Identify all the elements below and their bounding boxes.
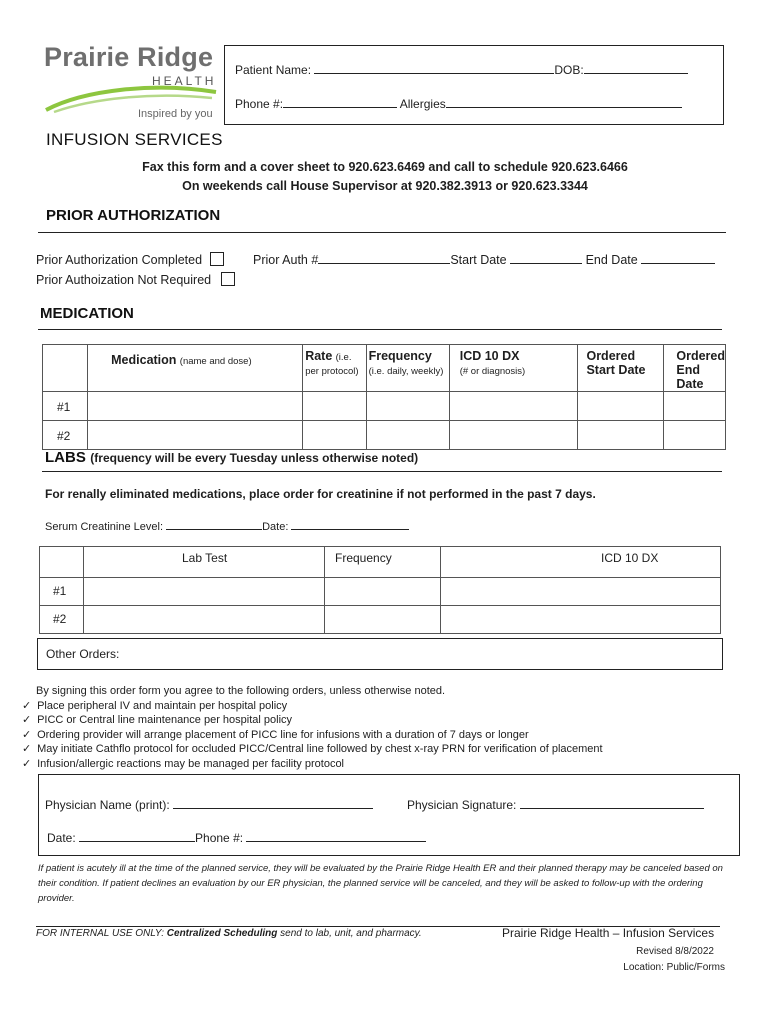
serum-creatinine-field[interactable] xyxy=(166,518,262,530)
start-date-cell[interactable] xyxy=(578,392,664,421)
physician-name-label: Physician Name (print): xyxy=(45,798,170,812)
table-row xyxy=(40,578,721,606)
lab-icd-cell[interactable] xyxy=(441,606,721,634)
patient-name-field[interactable] xyxy=(314,62,554,74)
allergies-field[interactable] xyxy=(446,96,682,108)
lab-test-cell[interactable] xyxy=(84,578,325,606)
row-label-header xyxy=(40,547,84,578)
prior-auth-number-field[interactable] xyxy=(318,252,450,264)
sign-date-label: Date: xyxy=(47,831,76,845)
lab-frequency-cell[interactable] xyxy=(325,606,441,634)
lab-test-col-header: Lab Test xyxy=(84,547,325,578)
list-item: ✓ Place peripheral IV and maintain per hospital policy xyxy=(22,699,288,712)
creatinine-date-field[interactable] xyxy=(291,518,409,530)
other-orders-box[interactable] xyxy=(37,638,723,670)
form-location: Location: Public/Forms xyxy=(623,962,725,973)
prior-auth-number-label: Prior Auth # xyxy=(253,253,319,267)
sign-phone-field[interactable] xyxy=(246,830,426,842)
end-date-field[interactable] xyxy=(641,252,715,264)
icd-cell[interactable] xyxy=(449,392,578,421)
start-date-field[interactable] xyxy=(510,252,582,264)
row-label: #2 xyxy=(43,421,88,450)
prior-auth-heading: PRIOR AUTHORIZATION xyxy=(46,207,221,224)
revised-date: Revised 8/8/2022 xyxy=(636,946,714,957)
row-label: #1 xyxy=(43,392,88,421)
checkmark-icon: ✓ xyxy=(22,757,32,770)
rate-cell[interactable] xyxy=(303,392,366,421)
sign-date-field[interactable] xyxy=(79,830,195,842)
medication-cell[interactable] xyxy=(88,392,303,421)
patient-info-box xyxy=(224,45,724,125)
agreement-list xyxy=(22,684,603,771)
section-divider xyxy=(38,329,722,330)
icd-cell[interactable] xyxy=(449,421,578,450)
footnote: If patient is acutely ill at the time of the planned service, they will be evaluated by the Prairie Ridge Health ER and their planned therapy may be canceled based on their condition. If patient declines an evaluation by our ER physician, the planned service will be canceled, and they will be asked to follow-up with the ordering provider. xyxy=(38,863,723,904)
dob-field[interactable] xyxy=(584,62,688,74)
page-title: INFUSION SERVICES xyxy=(46,130,223,149)
frequency-cell[interactable] xyxy=(366,392,449,421)
section-divider xyxy=(42,471,722,472)
medication-heading: MEDICATION xyxy=(40,305,134,322)
row-label: #1 xyxy=(40,578,84,606)
renal-instructions: For renally eliminated medications, place order for creatinine if not performed in the past 7 days. xyxy=(45,487,596,501)
signature-box xyxy=(38,774,740,856)
section-divider xyxy=(38,232,726,233)
allergies-label: Allergies xyxy=(399,97,446,111)
physician-signature-label: Physician Signature: xyxy=(407,798,517,812)
logo-tagline: Inspired by you xyxy=(138,108,213,120)
table-row xyxy=(40,606,721,634)
row-label: #2 xyxy=(40,606,84,634)
phone-field[interactable] xyxy=(283,96,397,108)
other-orders-label: Other Orders: xyxy=(46,647,120,661)
medication-col-header: Medication (name and dose) xyxy=(88,345,303,392)
weekend-instructions: On weekends call House Supervisor at 920.382.3913 or 920.623.3344 xyxy=(182,179,588,193)
prior-auth-completed-label: Prior Authorization Completed xyxy=(36,253,203,267)
rate-col-header: Rate (i.e. per protocol) xyxy=(303,345,366,392)
frequency-col-header: Frequency (i.e. daily, weekly) xyxy=(366,345,449,392)
prior-auth-not-required-checkbox[interactable] xyxy=(221,272,235,286)
lab-frequency-cell[interactable] xyxy=(325,578,441,606)
list-item: ✓ Ordering provider will arrange placement of PICC line for infusions with a duration of 7 days or longer xyxy=(22,728,529,741)
logo-wordmark: Prairie Ridge xyxy=(44,42,214,72)
checkmark-icon: ✓ xyxy=(22,699,32,712)
end-date-col-header: Ordered End Date xyxy=(664,345,726,392)
fax-instructions: Fax this form and a cover sheet to 920.623.6469 and call to schedule 920.623.6466 xyxy=(142,160,628,174)
start-date-label: Start Date xyxy=(450,253,507,267)
start-date-cell[interactable] xyxy=(578,421,664,450)
lab-icd-col-header: ICD 10 DX xyxy=(441,547,721,578)
lab-test-cell[interactable] xyxy=(84,606,325,634)
prior-auth-not-required-label: Prior Authoization Not Required xyxy=(36,273,212,287)
icd-col-header: ICD 10 DX (# or diagnosis) xyxy=(449,345,578,392)
patient-name-label: Patient Name: xyxy=(235,63,312,77)
table-row xyxy=(43,392,726,421)
footer-org: Prairie Ridge Health – Infusion Services xyxy=(502,926,715,940)
dob-label: DOB: xyxy=(554,63,584,77)
creatinine-date-label: Date: xyxy=(262,521,289,533)
internal-use-note: FOR INTERNAL USE ONLY: Centralized Scheduling send to lab, unit, and pharmacy. xyxy=(36,928,422,939)
list-item: ✓ May initiate Cathflo protocol for occluded PICC/Central line followed by chest x-ray PRN for verification of placement xyxy=(22,743,603,755)
labs-table xyxy=(39,546,721,634)
phone-label: Phone #: xyxy=(235,97,284,111)
table-row xyxy=(43,421,726,450)
checkmark-icon: ✓ xyxy=(22,728,32,741)
agreement-intro: By signing this order form you agree to the following orders, unless otherwise noted. xyxy=(36,685,446,697)
prior-auth-completed-checkbox[interactable] xyxy=(210,252,224,266)
serum-creatinine-label: Serum Creatinine Level: xyxy=(45,521,164,533)
sign-phone-label: Phone #: xyxy=(195,831,244,845)
physician-name-field[interactable] xyxy=(173,797,373,809)
end-date-label: End Date xyxy=(585,253,638,267)
row-label-header xyxy=(43,345,88,392)
end-date-cell[interactable] xyxy=(664,392,726,421)
list-item: ✓ Infusion/allergic reactions may be managed per facility protocol xyxy=(22,757,344,770)
logo-health-text: HEALTH xyxy=(152,74,217,88)
labs-heading: LABS (frequency will be every Tuesday unless otherwise noted) xyxy=(45,449,419,466)
checkmark-icon: ✓ xyxy=(22,743,32,755)
medication-cell[interactable] xyxy=(88,421,303,450)
medication-table xyxy=(42,344,726,450)
start-date-col-header: Ordered Start Date xyxy=(578,345,664,392)
physician-signature-field[interactable] xyxy=(520,797,704,809)
end-date-cell[interactable] xyxy=(664,421,726,450)
checkmark-icon: ✓ xyxy=(22,714,32,726)
lab-icd-cell[interactable] xyxy=(441,578,721,606)
list-item: ✓ PICC or Central line maintenance per hospital policy xyxy=(22,714,293,726)
rate-cell[interactable] xyxy=(303,421,366,450)
lab-frequency-col-header: Frequency xyxy=(325,547,441,578)
frequency-cell[interactable] xyxy=(366,421,449,450)
